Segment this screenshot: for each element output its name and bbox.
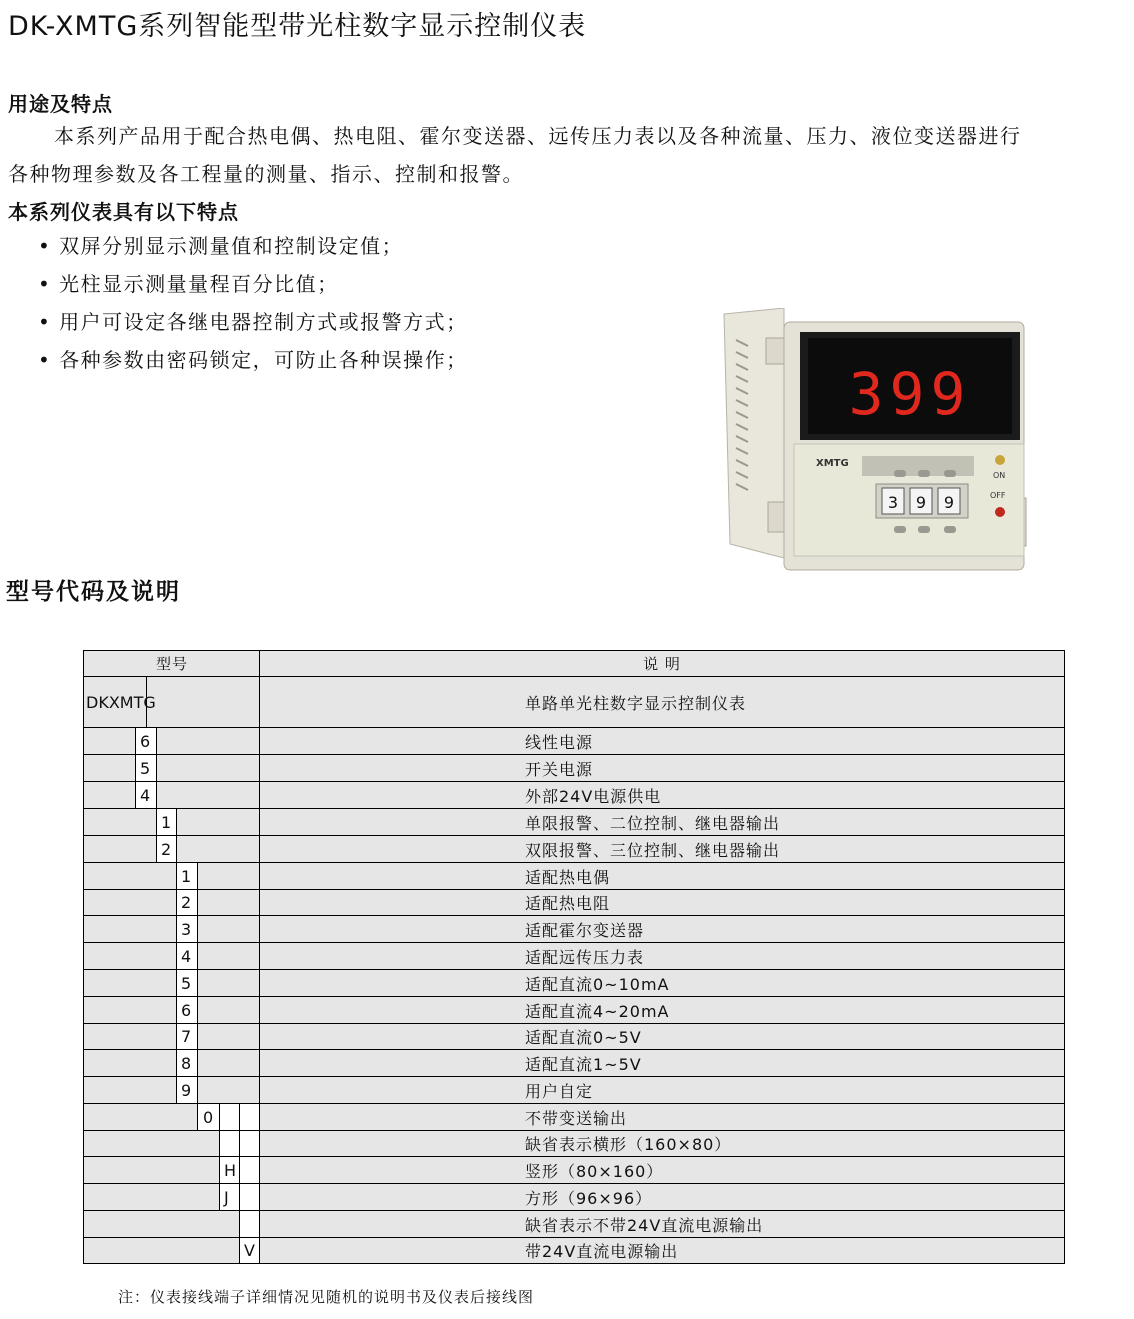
model-code: DKXMTG [86,692,156,712]
table-row [84,809,1064,836]
model-description: 带24V直流电源输出 [525,1242,679,1261]
model-code: 1 [181,866,192,886]
model-code: 0 [203,1107,214,1127]
model-description: 适配热电偶 [525,867,611,887]
on-label: ON [993,471,1006,480]
table-row [84,1157,1064,1184]
table-row [84,916,1064,943]
model-description: 竖形（80×160） [525,1161,664,1181]
table-row [84,1104,1064,1131]
table-row [84,782,1064,809]
model-description: 适配热电阻 [525,894,611,913]
model-description: 适配远传压力表 [525,947,645,967]
table-row [84,1024,1064,1050]
model-code: 2 [181,893,192,912]
page-title: DK-XMTG系列智能型带光柱数字显示控制仪表 [8,11,587,42]
footnote: 注：仪表接线端子详细情况见随机的说明书及仪表后接线图 [118,1288,535,1306]
thumbwheel-digit: 9 [915,493,927,512]
usage-heading: 用途及特点 [8,92,113,116]
model-code: 2 [161,839,172,859]
model-description: 方形（96×96） [525,1188,653,1208]
model-code: 5 [181,973,192,993]
features-heading: 本系列仪表具有以下特点 [8,200,239,224]
product-image [722,308,1032,574]
model-code: 6 [140,731,151,751]
table-row [84,836,1064,863]
feature-item: • 各种参数由密码锁定，可防止各种误操作； [38,348,468,372]
table-row [84,890,1064,916]
model-code-heading: 型号代码及说明 [6,579,181,605]
model-code: 8 [181,1053,192,1073]
model-description: 缺省表示不带24V直流电源输出 [525,1215,764,1235]
model-code: 5 [140,758,151,778]
table-row [84,1184,1064,1211]
usage-line-1: 本系列产品用于配合热电偶、热电阻、霍尔变送器、远传压力表以及各种流量、压力、液位变送器进行 [54,124,1022,148]
model-description: 适配霍尔变送器 [525,920,645,940]
table-row [84,1077,1064,1104]
table-row [84,1211,1064,1238]
table-row [84,1050,1064,1077]
table-row [84,970,1064,997]
header-model: 型号 [155,655,188,673]
model-code: 6 [181,1000,192,1020]
model-description: 外部24V电源供电 [525,786,662,806]
table-row [84,1238,1064,1263]
model-description: 适配直流0~10mA [525,974,670,994]
usage-line-2: 各种物理参数及各工程量的测量、指示、控制和报警。 [8,162,524,186]
feature-item: • 双屏分别显示测量值和控制设定值； [38,234,404,258]
brand-label: XMTG [816,458,849,469]
model-code: V [244,1241,255,1260]
display-value: 399 [848,360,972,428]
model-code: 1 [161,812,172,832]
header-description: 说 明 [643,655,681,673]
table-header-row [84,651,1064,677]
model-description: 适配直流0~5V [525,1028,642,1047]
model-code: J [224,1187,229,1207]
table-row [84,863,1064,890]
model-description: 适配直流1~5V [525,1054,642,1074]
model-code: 4 [181,946,192,966]
model-description: 开关电源 [525,759,594,779]
thumbwheel-digit: 9 [943,493,955,512]
table-row [84,755,1064,782]
table-row [84,728,1064,755]
thumbwheel-digit: 3 [887,493,899,512]
table-row [84,1131,1064,1157]
table-row [84,677,1064,728]
model-description: 适配直流4~20mA [525,1001,670,1021]
model-description: 缺省表示横形（160×80） [525,1135,732,1154]
feature-item: • 用户可设定各继电器控制方式或报警方式； [38,310,468,334]
model-code: 7 [181,1027,192,1046]
model-description: 单限报警、二位控制、继电器输出 [525,813,781,833]
table-row [84,997,1064,1024]
off-label: OFF [990,491,1006,500]
model-code-table [83,650,1065,1264]
feature-item: • 光柱显示测量量程百分比值； [38,272,339,296]
model-code: 4 [140,785,151,805]
model-description: 双限报警、三位控制、继电器输出 [525,840,781,860]
table-row [84,943,1064,970]
model-code: 9 [181,1080,192,1100]
model-code: H [224,1160,237,1180]
model-code: 3 [181,919,192,939]
model-description: 用户自定 [525,1081,594,1101]
model-description: 单路单光柱数字显示控制仪表 [525,693,747,713]
model-description: 不带变送输出 [525,1108,628,1128]
model-description: 线性电源 [525,732,594,752]
